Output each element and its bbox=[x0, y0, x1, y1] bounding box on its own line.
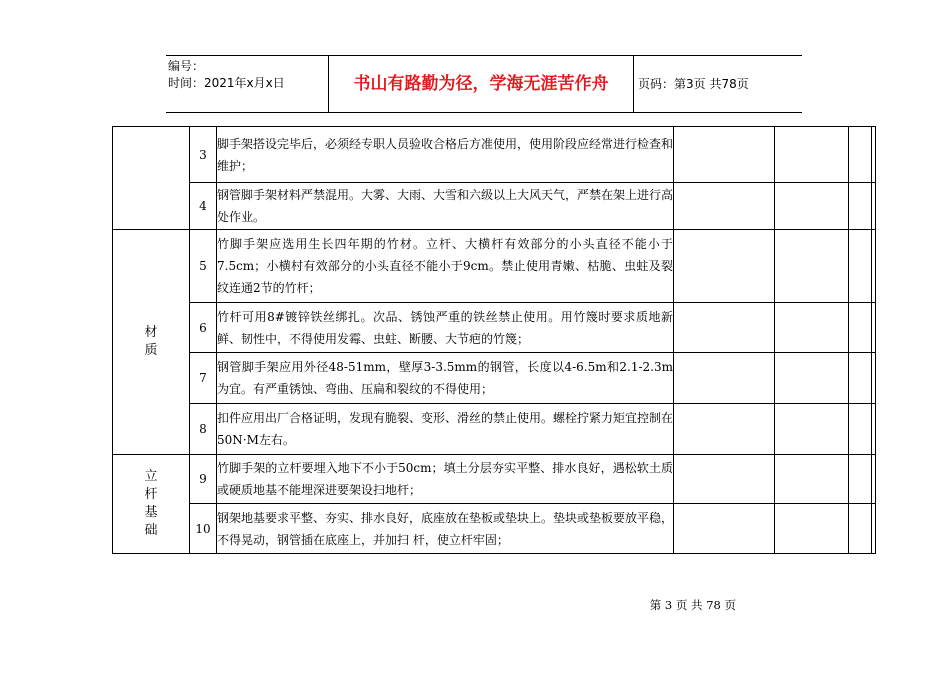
blank-cell bbox=[674, 183, 775, 230]
item-number: 3 bbox=[190, 127, 217, 183]
blank-cell bbox=[775, 230, 849, 303]
category-cell-pole-foundation bbox=[113, 455, 190, 554]
table-row bbox=[113, 404, 876, 455]
table-row bbox=[113, 353, 876, 404]
item-number: 5 bbox=[190, 230, 217, 303]
blank-cell bbox=[872, 353, 876, 404]
blank-cell bbox=[872, 230, 876, 303]
blank-cell bbox=[674, 127, 775, 183]
document-time-label: 时间：2021年x月x日 bbox=[168, 76, 285, 90]
blank-cell bbox=[775, 504, 849, 554]
blank-cell bbox=[872, 504, 876, 554]
header-divider-right bbox=[633, 56, 634, 112]
item-text: 钢管脚手架应用外径48-51mm，壁厚3-3.5mm的钢管，长度以4-6.5m和2.1-2.3m为宜。有严重锈蚀、弯曲、压扁和裂纹的不得使用； bbox=[217, 353, 674, 404]
blank-cell bbox=[775, 127, 849, 183]
blank-cell bbox=[674, 303, 775, 353]
blank-cell bbox=[775, 353, 849, 404]
blank-cell bbox=[775, 303, 849, 353]
page-footer: 第 3 页 共 78 页 bbox=[649, 598, 736, 612]
blank-cell bbox=[775, 404, 849, 455]
category-cell-material bbox=[113, 230, 190, 455]
table-row bbox=[113, 127, 876, 183]
document-number-label: 编号： bbox=[168, 59, 205, 73]
blank-cell bbox=[872, 127, 876, 183]
item-text: 竹脚手架的立杆要埋入地下不小于50cm；填土分层夯实平整、排水良好，遇松软土质或硬质地基不能埋深进要架设扫地杆； bbox=[217, 455, 674, 504]
blank-cell bbox=[849, 183, 872, 230]
item-text: 钢架地基要求平整、夯实、排水良好，底座放在垫板或垫块上。垫块或垫板要放平稳，不得晃动，钢管插在底座上，并加扫 杆，使立杆牢固； bbox=[217, 504, 674, 554]
blank-cell bbox=[775, 183, 849, 230]
header-meta bbox=[168, 58, 326, 92]
header-page-label: 页码：第3页 共78页 bbox=[638, 77, 749, 91]
safety-inspection-table bbox=[112, 126, 876, 554]
blank-cell bbox=[872, 183, 876, 230]
category-label: 立杆基础 bbox=[144, 469, 158, 538]
blank-cell bbox=[674, 504, 775, 554]
table-row bbox=[113, 455, 876, 504]
blank-cell bbox=[674, 404, 775, 455]
blank-cell bbox=[849, 353, 872, 404]
table-row bbox=[113, 183, 876, 230]
item-number: 9 bbox=[190, 455, 217, 504]
blank-cell bbox=[849, 303, 872, 353]
item-text: 脚手架搭设完毕后，必须经专职人员验收合格后方准使用，使用阶段应经常进行检查和维护； bbox=[217, 127, 674, 183]
blank-cell bbox=[674, 353, 775, 404]
category-label: 材 质 bbox=[144, 325, 171, 358]
blank-cell bbox=[674, 230, 775, 303]
category-cell-continued bbox=[113, 127, 190, 230]
item-number: 7 bbox=[190, 353, 217, 404]
header-motto: 书山有路勤为径，学海无涯苦作舟 bbox=[353, 74, 609, 94]
blank-cell bbox=[849, 404, 872, 455]
blank-cell bbox=[849, 504, 872, 554]
item-number: 4 bbox=[190, 183, 217, 230]
blank-cell bbox=[674, 455, 775, 504]
item-number: 8 bbox=[190, 404, 217, 455]
blank-cell bbox=[849, 230, 872, 303]
blank-cell bbox=[849, 127, 872, 183]
table-row bbox=[113, 303, 876, 353]
table-row bbox=[113, 230, 876, 303]
item-text: 竹脚手架应选用生长四年期的竹材。立杆、大横杆有效部分的小头直径不能小于7.5cm；小横村有效部分的小头直径不能小于9cm。禁止使用青嫩、枯脆、虫蛀及裂纹连通2节的竹杆； bbox=[217, 230, 674, 303]
item-number: 6 bbox=[190, 303, 217, 353]
item-text: 竹杆可用8#镀锌铁丝绑扎。次品、锈蚀严重的铁丝禁止使用。用竹篾时要求质地新鲜、韧性中，不得使用发霉、虫蛀、断腰、大节疤的竹篾； bbox=[217, 303, 674, 353]
blank-cell bbox=[872, 303, 876, 353]
item-text: 扣件应用出厂合格证明，发现有脆裂、变形、滑丝的禁止使用。螺栓拧紧力矩宜控制在50N·M左右。 bbox=[217, 404, 674, 455]
table-row bbox=[113, 504, 876, 554]
page-header bbox=[166, 55, 802, 113]
blank-cell bbox=[849, 455, 872, 504]
item-number: 10 bbox=[190, 504, 217, 554]
blank-cell bbox=[872, 455, 876, 504]
blank-cell bbox=[775, 455, 849, 504]
item-text: 钢管脚手架材料严禁混用。大雾、大雨、大雪和六级以上大风天气，严禁在架上进行高处作业。 bbox=[217, 183, 674, 230]
blank-cell bbox=[872, 404, 876, 455]
